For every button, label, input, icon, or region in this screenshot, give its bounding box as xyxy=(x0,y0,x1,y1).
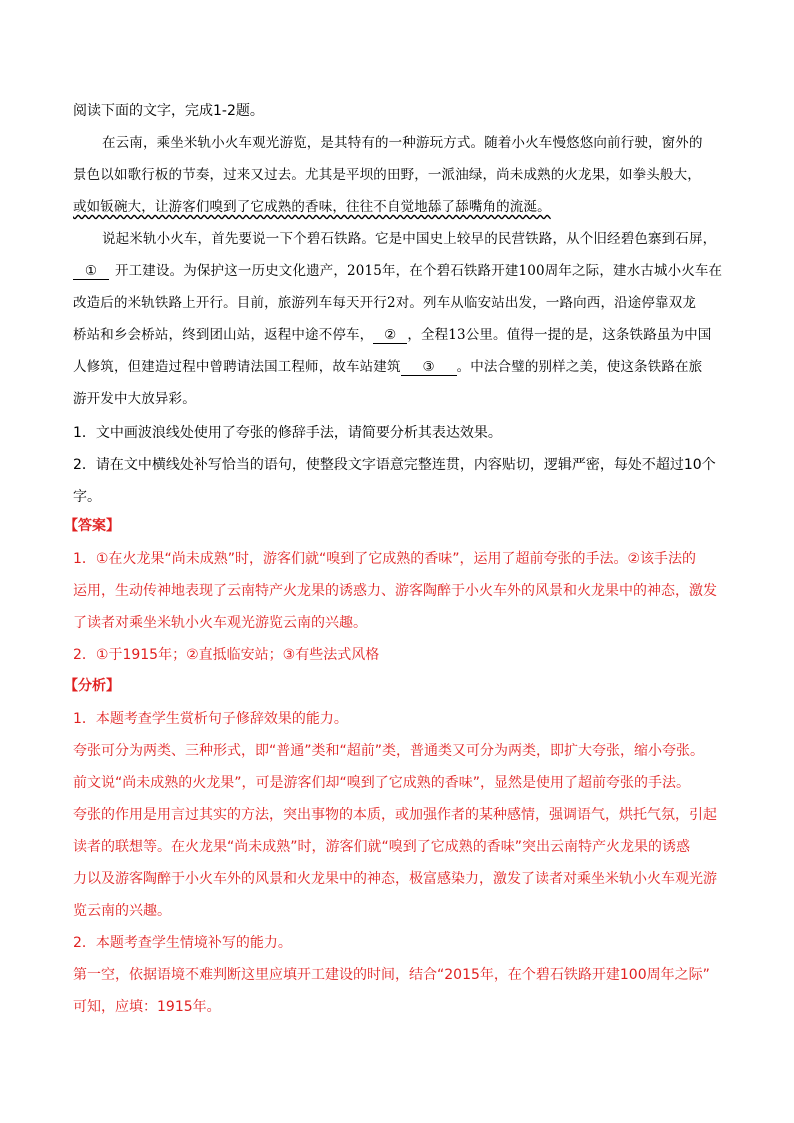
passage-p2-line6: 游开发中大放异彩。 xyxy=(73,391,196,407)
passage-p2-line5-post: 。中法合璧的别样之美，使这条铁路在旅 xyxy=(456,359,703,375)
analysis-line-2: 前文说“尚未成熟的火龙果”，可是游客们却“嗅到了它成熟的香味”，显然是使用了超前夸张的手法。 xyxy=(73,775,691,791)
analysis-heading: 【分析】 xyxy=(64,678,120,694)
reading-instruction: 阅读下面的文字，完成1-2题。 xyxy=(73,103,264,119)
passage-p1-line2: 景色以如歌行板的节奏，过来又过去。尤其是平坝的田野，一派油绿，尚未成熟的火龙果，如拳头般大， xyxy=(73,167,701,183)
question-2-line1: 2．请在文中横线处补写恰当的语句，使整段文字语意完整连贯，内容贴切，逻辑严密，每处不超过10个 xyxy=(73,457,716,473)
analysis-section-1: 1．本题考查学生赏析句子修辞效果的能力。 xyxy=(73,711,348,727)
analysis-line-8: 可知，应填：1915年。 xyxy=(73,999,221,1015)
fill-blank-3: ③ xyxy=(401,359,457,376)
passage-p2-line4 xyxy=(73,325,711,345)
passage-p2-line2 xyxy=(73,261,722,281)
analysis-line-6: 览云南的兴趣。 xyxy=(73,903,171,919)
analysis-line-7: 第一空，依据语境不难判断这里应填开工建设的时间，结合“2015年，在个碧石铁路开建100周年之际” xyxy=(73,967,710,983)
passage-p1-line1: 在云南，乘坐米轨小火车观光游览，是其特有的一种游玩方式。随着小火车慢悠悠向前行驶，窗外的 xyxy=(102,135,703,151)
passage-p2-line1: 说起米轨小火车，首先要说一下个碧石铁路。它是中国史上较早的民营铁路，从个旧经碧色寨到石屏， xyxy=(102,231,717,247)
analysis-line-4: 读者的联想等。在火龙果“尚未成熟”时，游客们就“嗅到了它成熟的香味”突出云南特产火龙果的诱惑 xyxy=(73,839,691,855)
wavy-underlined-text: 或如钣碗大，让游客们嗅到了它成熟的香味，往往不自觉地舔了舔嘴角的流涎。 xyxy=(73,199,551,215)
passage-p2-line4-post: ，全程13公里。值得一提的是，这条铁路虽为中国 xyxy=(407,327,712,343)
fill-blank-2: ② xyxy=(373,327,407,344)
question-1: 1．文中画波浪线处使用了夸张的修辞手法，请简要分析其表达效果。 xyxy=(73,425,502,441)
answer-1-line3: 了读者对乘坐米轨小火车观光游览云南的兴趣。 xyxy=(73,615,367,631)
analysis-line-3: 夸张的作用是用言过其实的方法，突出事物的本质，或加强作者的某种感情，强调语气，烘托气氛，引起 xyxy=(73,807,717,823)
passage-p2-line4-pre: 桥站和乡会桥站，终到团山站，返程中途不停车， xyxy=(73,327,374,343)
fill-blank-1: ① xyxy=(73,263,109,280)
passage-p2-line5-pre: 人修筑，但建造过程中曾聘请法国工程师，故车站建筑 xyxy=(73,359,401,375)
analysis-section-2: 2．本题考查学生情境补写的能力。 xyxy=(73,935,292,951)
answer-1-line2: 运用，生动传神地表现了云南特产火龙果的诱惑力、游客陶醉于小火车外的风景和火龙果中的神态，激发 xyxy=(73,583,717,599)
question-2-line2: 字。 xyxy=(73,489,101,505)
analysis-line-5: 力以及游客陶醉于小火车外的风景和火龙果中的神态，极富感染力，激发了读者对乘坐米轨小火车观光游 xyxy=(73,871,717,887)
passage-p2-line5 xyxy=(73,357,702,377)
passage-p1-line3 xyxy=(73,197,551,217)
answer-2: 2．①于1915年；②直抵临安站；③有些法式风格 xyxy=(73,647,380,663)
answer-heading: 【答案】 xyxy=(64,518,120,534)
answer-1-line1: 1．①在火龙果“尚未成熟”时，游客们就“嗅到了它成熟的香味”，运用了超前夸张的手法。②该手法的 xyxy=(73,551,697,567)
passage-p2-line2-text: 开工建设。为保护这一历史文化遗产，2015年，在个碧石铁路开建100周年之际，建水古城小火车在 xyxy=(115,263,723,279)
analysis-line-1: 夸张可分为两类、三种形式，即“普通”类和“超前”类，普通类又可分为两类，即扩大夸张，缩小夸张。 xyxy=(73,743,705,759)
passage-p2-line3: 改造后的米轨铁路上开行。目前，旅游列车每天开行2对。列车从临安站出发，一路向西，沿途停靠双龙 xyxy=(73,295,696,311)
